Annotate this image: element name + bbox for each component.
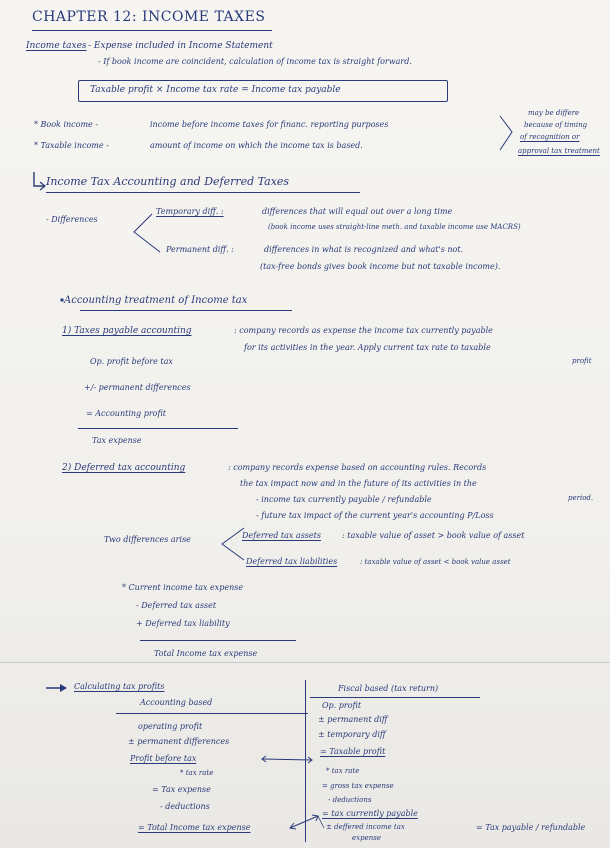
two-differences-label: Two differences arise	[104, 535, 191, 544]
dtl-text: : taxable value of asset < book value asset	[360, 558, 511, 566]
deferred-label: 2) Deferred tax accounting	[62, 463, 186, 473]
calc-left-7: = Total Income tax expense	[138, 823, 251, 832]
taxes-payable-desc2: for its activities in the year. Apply current tax rate to taxable	[244, 343, 491, 352]
calc-right-6: = gross tax expense	[322, 782, 394, 790]
calc-left-2: ± permanent differences	[128, 737, 230, 746]
dta-text: : taxable value of asset > book value of asset	[342, 531, 525, 540]
calc-title: Calculating tax profits	[74, 682, 165, 691]
differences-bracket-icon	[134, 214, 160, 252]
bracket-right-icon	[500, 116, 512, 150]
calc-left-5: = Tax expense	[152, 785, 211, 794]
permanent-diff-text2: (tax-free bonds gives book income but not taxable income).	[260, 262, 501, 271]
deferred-total: Total Income tax expense	[154, 649, 258, 658]
deferred-list2: - Deferred tax asset	[136, 601, 217, 610]
temporary-diff-text1: differences that will equal out over a long time	[262, 207, 453, 216]
dtl-label: Deferred tax liabilities	[246, 557, 338, 566]
double-arrow-icon	[262, 759, 312, 760]
deferred-bullet2: - future tax impact of the current year's accounting P/Loss	[256, 511, 494, 520]
calc-right-7: - deductions	[328, 796, 372, 804]
calc-right-2: ± permanent diff	[318, 715, 388, 724]
taxes-payable-desc1: : company records as expense the income tax currently payable	[234, 326, 493, 335]
bracket-note-1: may be differe	[528, 109, 580, 117]
calc-left-1: operating profit	[138, 722, 203, 731]
calc-left-4: * tax rate	[180, 769, 214, 777]
bullet-icon	[60, 298, 63, 301]
formula-text: Taxable profit × Income tax rate = Income tax payable	[90, 85, 341, 95]
calc-right-head: Fiscal based (tax return)	[338, 684, 439, 693]
page-title: CHAPTER 12: INCOME TAXES	[32, 9, 266, 25]
calc-right-8: = tax currently payable	[322, 809, 418, 818]
income-taxes-line2: - If book income are coincident, calculation of income tax is straight forward.	[98, 57, 412, 66]
calc-left-6: - deductions	[160, 802, 210, 811]
dta-label: Deferred tax assets	[242, 531, 321, 540]
double-arrow-icon-2	[290, 816, 318, 828]
temporary-diff-text2: (book income uses straight-line meth. and taxable income use MACRS)	[268, 223, 521, 231]
calc-right-9: ± deffered income tax	[326, 823, 405, 831]
calc-left-3: Profit before tax	[130, 754, 197, 763]
taxable-income-text: amount of income on which the income tax is based.	[150, 141, 363, 150]
deferred-list1: * Current income tax expense	[122, 583, 244, 592]
permanent-diff-text1: differences in what is recognized and what's not.	[264, 245, 464, 254]
deferred-bullet1: - income tax currently payable / refundable	[256, 495, 432, 504]
calc-right-10: expense	[352, 834, 381, 842]
temporary-diff-label: Temporary diff. :	[156, 207, 224, 216]
calc-right-5: * tax rate	[326, 767, 360, 775]
deferred-desc3: period.	[568, 494, 594, 502]
section-title-deferred: Income Tax Accounting and Deferred Taxes	[46, 175, 290, 188]
income-taxes-line1: - Expense included in Income Statement	[88, 41, 273, 51]
bracket-note-3: of recognition or	[520, 133, 580, 141]
calc-right-4: = Taxable profit	[320, 747, 386, 756]
deferred-desc1: : company records expense based on accounting rules. Records	[228, 463, 487, 472]
taxes-payable-step2: +/- permanent differences	[84, 383, 191, 392]
bracket-note-4: approval tax treatment	[518, 147, 600, 155]
taxes-payable-step3: = Accounting profit	[86, 409, 167, 418]
calc-result: = Tax payable / refundable	[476, 823, 586, 832]
deferred-desc2: the tax impact now and in the future of its activities in the	[240, 479, 477, 488]
accounting-treatment-title: Accounting treatment of Income tax	[64, 295, 248, 306]
calc-left-head: Accounting based	[140, 698, 213, 707]
taxes-payable-step4: Tax expense	[92, 436, 142, 445]
permanent-diff-label: Permanent diff. :	[166, 245, 234, 254]
taxes-payable-label: 1) Taxes payable accounting	[62, 326, 192, 336]
bracket-note-2: because of timing	[524, 121, 588, 129]
book-income-text: income before income taxes for financ. reporting purposes	[150, 120, 389, 129]
calc-right-1: Op. profit	[322, 701, 362, 710]
income-taxes-label: Income taxes	[26, 41, 87, 51]
differences-label: - Differences	[46, 215, 98, 224]
book-income-label: * Book income -	[34, 120, 99, 129]
deferred-list3: + Deferred tax liability	[136, 619, 230, 628]
taxes-payable-step1: Op. profit before tax	[90, 357, 173, 366]
calc-right-3: ± temporary diff	[318, 730, 386, 739]
taxes-payable-desc3: profit	[572, 357, 592, 365]
taxable-income-label: * Taxable income -	[34, 141, 109, 150]
two-differences-bracket-icon	[222, 528, 244, 560]
